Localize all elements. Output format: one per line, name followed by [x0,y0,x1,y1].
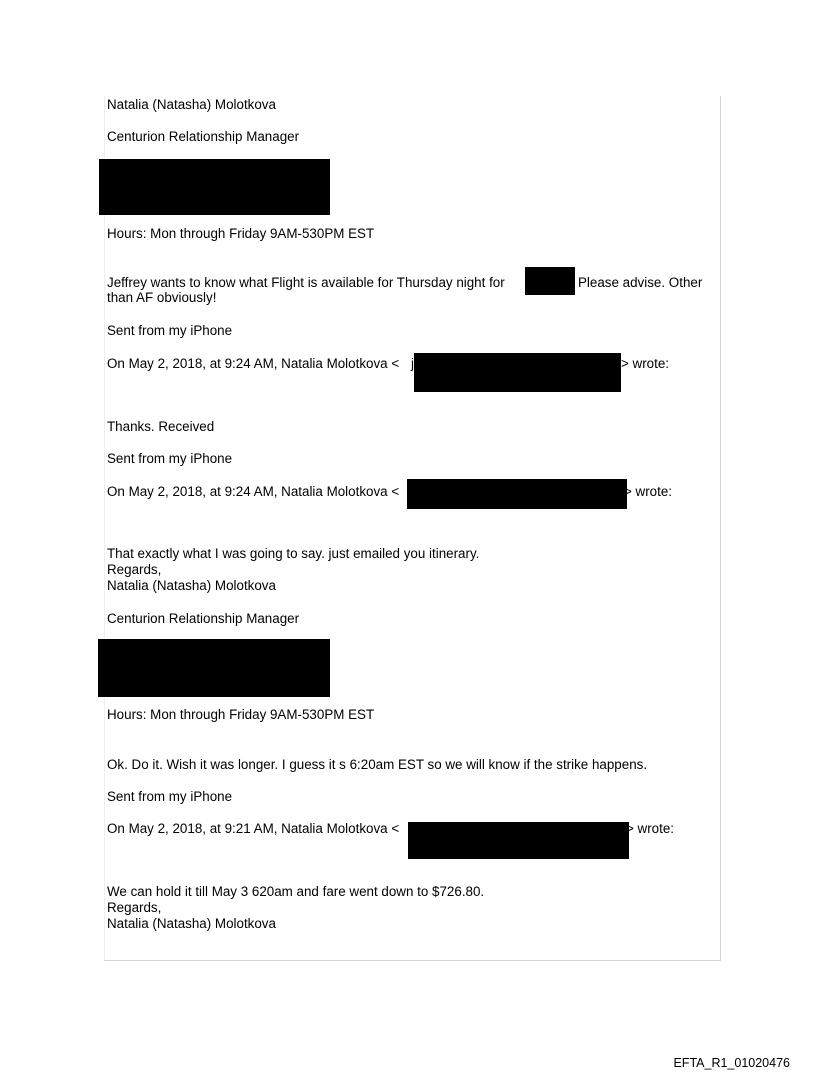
message-line: than AF obviously! [107,290,217,305]
email-signature: Sent from my iPhone [107,451,233,466]
message-line: We can hold it till May 3 620am and fare went down to $726.80. [107,884,485,899]
sender-title: Centurion Relationship Manager [107,129,300,144]
message-line: Regards, [107,562,162,577]
quote-header: > wrote: [626,821,675,836]
message-line: That exactly what I was going to say. just emailed you itinerary. [107,546,480,561]
redaction-box [407,479,627,509]
quote-header: > wrote: [621,356,670,371]
sender-title: Centurion Relationship Manager [107,611,300,626]
redaction-box [414,353,621,392]
redaction-box [98,639,330,697]
message-line: Thanks. Received [107,419,215,434]
message-line: Ok. Do it. Wish it was longer. I guess it s 6:20am EST so we will know if the strike happens. [107,757,648,772]
quote-header: On May 2, 2018, at 9:21 AM, Natalia Molotkova < [107,821,400,836]
message-line: Please advise. Other [578,275,703,290]
redaction-box [99,159,330,215]
sender-name: Natalia (Natasha) Molotkova [107,916,276,931]
redaction-box [525,267,575,295]
quote-header-partial: j [411,356,414,371]
quote-header: > wrote: [624,484,673,499]
office-hours: Hours: Mon through Friday 9AM-530PM EST [107,707,375,722]
sender-name: Natalia (Natasha) Molotkova [107,578,276,593]
sender-name: Natalia (Natasha) Molotkova [107,97,276,112]
quote-header: On May 2, 2018, at 9:24 AM, Natalia Molotkova < [107,484,400,499]
document-id: EFTA_R1_01020476 [673,1056,790,1070]
email-signature: Sent from my iPhone [107,323,233,338]
message-line: Regards, [107,900,162,915]
office-hours: Hours: Mon through Friday 9AM-530PM EST [107,226,375,241]
message-line: Jeffrey wants to know what Flight is available for Thursday night for [107,275,505,290]
redaction-box [408,822,629,859]
quote-header: On May 2, 2018, at 9:24 AM, Natalia Molotkova < [107,356,400,371]
email-signature: Sent from my iPhone [107,789,233,804]
